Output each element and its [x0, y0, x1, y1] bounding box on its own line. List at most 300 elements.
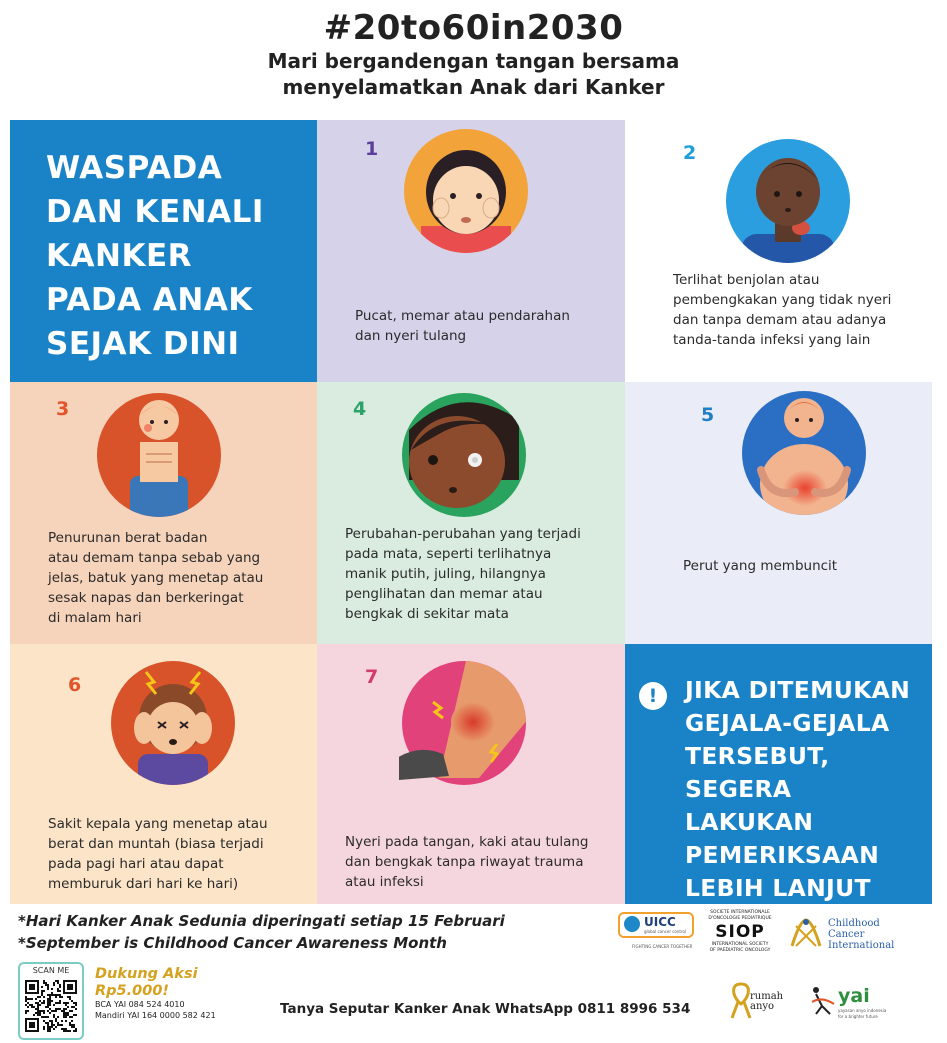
symptom-card-1 — [317, 120, 625, 382]
siop-logo — [704, 910, 776, 962]
qr-module — [47, 994, 49, 996]
donation-title-line: Dukung Aksi — [95, 966, 198, 982]
qr-module — [59, 1000, 61, 1002]
qr-module — [73, 1014, 75, 1016]
symptom-number: 7 — [365, 666, 379, 688]
hashtag-title: #20to60in2030 — [323, 8, 624, 48]
symptom-card-6 — [10, 644, 317, 904]
footnote-childhood-cancer-day: *Hari Kanker Anak Sedunia diperingati setiap 15 Februari — [18, 912, 505, 930]
qr-module — [43, 1020, 45, 1022]
uicc-logo-tagline: FIGHTING CANCER TOGETHER — [632, 944, 693, 949]
qr-module — [49, 994, 51, 996]
qr-module — [47, 1022, 49, 1024]
yai-logo-subtext: yayasan anyo indonesia — [838, 1008, 887, 1013]
qr-module — [29, 984, 35, 990]
qr-module — [37, 1010, 39, 1012]
qr-scan-card[interactable] — [18, 962, 84, 1040]
globe-icon — [624, 916, 640, 932]
qr-module — [57, 994, 59, 996]
qr-module — [49, 1028, 51, 1030]
qr-module — [63, 1008, 65, 1010]
qr-module — [37, 1008, 39, 1010]
qr-module — [53, 1024, 55, 1026]
subtitle-line-2: menyelamatkan Anak dari Kanker — [282, 75, 665, 99]
qr-module — [55, 1002, 57, 1004]
qr-module — [45, 982, 47, 984]
qr-module — [41, 994, 43, 996]
qr-module — [27, 1010, 29, 1012]
qr-module — [59, 986, 61, 988]
qr-module — [29, 1004, 31, 1006]
uicc-logo-text: UICC — [644, 915, 676, 929]
qr-module — [31, 1006, 33, 1008]
qr-module — [57, 980, 59, 982]
qr-module — [53, 994, 55, 996]
rumah-anyo-text-2: anyo — [750, 1001, 775, 1012]
description-line: atau demam tanpa sebab yang — [48, 550, 261, 566]
qr-module — [69, 1030, 71, 1032]
qr-module — [31, 998, 33, 1000]
footnotes — [18, 910, 578, 954]
yayasan-anyo-indonesia-logo — [808, 984, 900, 1024]
qr-module — [39, 1012, 41, 1014]
qr-module — [47, 1028, 49, 1030]
qr-module — [75, 1028, 77, 1030]
description-line: di malam hari — [48, 610, 142, 626]
qr-module — [71, 1000, 73, 1002]
symptom-description — [355, 306, 570, 346]
description-line: dan bengkak tanpa riwayat trauma — [345, 854, 584, 870]
qr-module — [47, 986, 49, 988]
call-to-action-text — [685, 674, 925, 904]
symptom-card-7 — [317, 644, 625, 904]
qr-module — [43, 1026, 45, 1028]
description-line: dan tanpa demam atau adanya — [673, 312, 887, 328]
qr-module — [67, 1030, 69, 1032]
qr-module — [49, 1020, 51, 1022]
symptom-description — [345, 524, 581, 624]
qr-module — [39, 1014, 41, 1016]
description-line: berat dan muntah (biasa terjadi — [48, 836, 264, 852]
qr-module — [73, 1026, 75, 1028]
call-to-action-panel — [625, 644, 932, 904]
qr-module — [45, 984, 47, 986]
gold-ribbon-icon — [730, 980, 752, 1020]
qr-module — [41, 992, 43, 994]
description-line: manik putih, juling, hilangnya — [345, 566, 546, 582]
qr-module — [55, 980, 57, 982]
qr-module — [51, 1024, 53, 1026]
qr-module — [37, 1006, 39, 1008]
siop-top-line: SOCIETE INTERNATIONALE — [710, 910, 770, 915]
scan-me-label: SCAN ME — [32, 966, 70, 975]
qr-module — [71, 1024, 73, 1026]
uicc-logo-subtext: global cancer control — [644, 929, 687, 934]
qr-module — [73, 1030, 75, 1032]
qr-module — [61, 1010, 63, 1012]
symptom-number: 2 — [683, 142, 697, 164]
description-line: bengkak di sekitar mata — [345, 606, 509, 622]
qr-module — [59, 1002, 61, 1004]
swollen-belly-illustration — [739, 388, 869, 518]
lump-child-illustration — [723, 136, 853, 266]
siop-bottom-line: INTERNATIONAL SOCIETY — [711, 942, 769, 947]
weight-loss-child-illustration — [94, 390, 224, 520]
donation-amount: Rp5.000! — [95, 983, 170, 999]
uicc-logo — [618, 910, 696, 954]
qr-module — [59, 994, 61, 996]
qr-module — [67, 1012, 69, 1014]
qr-module — [49, 996, 51, 998]
qr-module — [67, 984, 73, 990]
qr-module — [69, 996, 71, 998]
cci-logo-line: International — [828, 940, 895, 951]
qr-module — [65, 1028, 67, 1030]
qr-module — [69, 1024, 71, 1026]
description-line: Sakit kepala yang menetap atau — [48, 816, 268, 832]
qr-module — [49, 1012, 51, 1014]
qr-module — [57, 988, 59, 990]
qr-module — [55, 1020, 57, 1022]
qr-module — [53, 982, 55, 984]
title-line: PADA ANAK — [46, 282, 253, 318]
qr-module — [51, 1000, 53, 1002]
qr-module — [25, 1000, 27, 1002]
qr-module — [29, 1022, 35, 1028]
symptom-description — [683, 556, 837, 576]
qr-module — [51, 992, 53, 994]
yai-logo-subtext: for a brighter future — [838, 1014, 878, 1019]
qr-module — [43, 1016, 45, 1018]
cta-line: JIKA DITEMUKAN — [685, 676, 911, 704]
description-line: jelas, batuk yang menetap atau — [48, 570, 264, 586]
qr-module — [43, 996, 45, 998]
yai-logo-text: yai — [838, 985, 870, 1007]
qr-module — [41, 990, 43, 992]
qr-module — [75, 1030, 77, 1032]
qr-module — [25, 1010, 27, 1012]
qr-module — [47, 1026, 49, 1028]
qr-module — [45, 1016, 47, 1018]
cta-line: LEBIH LANJUT — [685, 874, 871, 902]
qr-module — [53, 1016, 55, 1018]
qr-module — [39, 1004, 41, 1006]
description-line: Terlihat benjolan atau — [673, 272, 820, 288]
qr-module — [65, 1016, 67, 1018]
title-line: WASPADA — [46, 150, 223, 186]
qr-module — [63, 1010, 65, 1012]
title-panel — [10, 120, 317, 382]
qr-module — [37, 1014, 39, 1016]
qr-module — [65, 1020, 67, 1022]
qr-module — [49, 1026, 51, 1028]
qr-module — [59, 996, 61, 998]
description-line: Pucat, memar atau pendarahan — [355, 308, 570, 324]
qr-module — [47, 1010, 49, 1012]
qr-module — [67, 1006, 69, 1008]
symptom-description — [673, 270, 891, 350]
qr-module — [53, 1014, 55, 1016]
qr-module — [51, 1010, 53, 1012]
qr-module — [65, 1004, 67, 1006]
qr-module — [75, 1002, 77, 1004]
qr-module — [53, 1004, 55, 1006]
footnote-awareness-month: *September is Childhood Cancer Awareness Month — [18, 934, 447, 952]
headache-child-illustration — [108, 658, 238, 788]
qr-module — [51, 994, 53, 996]
bank-account-mandiri: Mandiri YAI 164 0000 582 421 — [95, 1011, 216, 1020]
cci-logo-line: Childhood — [828, 918, 880, 929]
header — [0, 8, 947, 100]
childhood-cancer-international-logo — [786, 914, 904, 954]
qr-module — [33, 1006, 35, 1008]
qr-module — [29, 998, 31, 1000]
qr-module — [59, 990, 61, 992]
qr-module — [71, 1016, 73, 1018]
qr-module — [65, 1002, 67, 1004]
qr-module — [65, 1012, 67, 1014]
qr-module — [73, 1024, 75, 1026]
qr-module — [49, 1008, 51, 1010]
symptom-card-4 — [317, 382, 625, 644]
cta-line: SEGERA LAKUKAN — [685, 775, 814, 836]
qr-module — [27, 1002, 29, 1004]
qr-module — [63, 1030, 65, 1032]
qr-module — [57, 1002, 59, 1004]
rumah-anyo-logo — [730, 980, 790, 1024]
child-figure-icon — [808, 984, 838, 1016]
qr-module — [43, 990, 45, 992]
symptom-card-5 — [625, 382, 932, 644]
qr-module — [47, 1002, 49, 1004]
qr-module — [49, 1004, 51, 1006]
qr-module — [43, 980, 45, 982]
qr-module — [35, 1002, 37, 1004]
qr-module — [55, 1018, 57, 1020]
qr-module — [35, 998, 37, 1000]
qr-module — [53, 1010, 55, 1012]
qr-module — [41, 1002, 43, 1004]
qr-module — [57, 990, 59, 992]
symptom-number: 4 — [353, 398, 367, 420]
symptom-description — [48, 814, 268, 894]
qr-module — [59, 984, 61, 986]
qr-module — [71, 1020, 73, 1022]
qr-module — [63, 1016, 65, 1018]
subtitle-line-1: Mari bergandengan tangan bersama — [267, 49, 680, 73]
qr-module — [63, 1012, 65, 1014]
qr-module — [47, 998, 49, 1000]
qr-module — [47, 1006, 49, 1008]
description-line: Nyeri pada tangan, kaki atau tulang — [345, 834, 589, 850]
qr-module — [55, 1010, 57, 1012]
symptom-number: 3 — [56, 398, 70, 420]
qr-module — [39, 1000, 41, 1002]
qr-module — [43, 1002, 45, 1004]
qr-module — [27, 1006, 29, 1008]
qr-module — [55, 994, 57, 996]
qr-module — [67, 996, 69, 998]
qr-module — [43, 982, 45, 984]
qr-module — [63, 1002, 65, 1004]
qr-module — [55, 996, 57, 998]
qr-code[interactable] — [25, 980, 77, 1032]
whatsapp-contact: Tanya Seputar Kanker Anak WhatsApp 0811 8996 534 — [280, 1001, 691, 1017]
qr-module — [37, 1012, 39, 1014]
qr-module — [41, 1010, 43, 1012]
qr-module — [49, 998, 51, 1000]
description-line: memburuk dari hari ke hari) — [48, 876, 239, 892]
qr-module — [25, 1004, 27, 1006]
description-line: Perubahan-perubahan yang terjadi — [345, 526, 581, 542]
qr-module — [37, 1002, 39, 1004]
title-line: KANKER — [46, 238, 193, 274]
rumah-anyo-text-1: rumah — [750, 991, 784, 1002]
qr-module — [75, 1014, 77, 1016]
qr-module — [57, 1022, 59, 1024]
qr-module — [25, 996, 27, 998]
qr-module — [47, 1030, 49, 1032]
qr-module — [55, 1026, 57, 1028]
qr-module — [75, 1004, 77, 1006]
qr-module — [47, 988, 49, 990]
symptom-description — [48, 528, 263, 628]
qr-module — [47, 984, 49, 986]
description-line: pada mata, seperti terlihatnya — [345, 546, 552, 562]
title-line: DAN KENALI — [46, 194, 264, 230]
qr-module — [47, 1004, 49, 1006]
cci-logo-line: Cancer — [828, 929, 865, 940]
description-line: Perut yang membuncit — [683, 558, 838, 574]
symptom-card-3 — [10, 382, 317, 644]
leg-pain-illustration — [399, 658, 529, 788]
qr-module — [69, 1016, 71, 1018]
symptom-number: 5 — [701, 404, 715, 426]
qr-module — [45, 1022, 47, 1024]
qr-module — [69, 1010, 71, 1012]
qr-module — [43, 1000, 45, 1002]
qr-module — [61, 1028, 63, 1030]
description-line: pembengkakan yang tidak nyeri — [673, 292, 892, 308]
pale-child-illustration — [401, 126, 531, 256]
symptom-number: 6 — [68, 674, 82, 696]
description-line: Penurunan berat badan — [48, 530, 208, 546]
qr-module — [59, 1008, 61, 1010]
cta-line: TERSEBUT, — [685, 742, 830, 770]
siop-top-line: D'ONCOLOGIE PEDIATRIQUE — [708, 916, 772, 921]
qr-module — [61, 1020, 63, 1022]
eye-symptom-illustration — [399, 390, 529, 520]
qr-module — [65, 1014, 67, 1016]
qr-module — [51, 988, 53, 990]
description-line: tanda-tanda infeksi yang lain — [673, 332, 871, 348]
qr-module — [75, 1008, 77, 1010]
qr-module — [51, 1022, 53, 1024]
qr-module — [53, 984, 55, 986]
qr-module — [71, 1010, 73, 1012]
qr-module — [51, 1026, 53, 1028]
qr-module — [49, 1000, 51, 1002]
qr-module — [61, 996, 63, 998]
qr-module — [47, 1000, 49, 1002]
qr-module — [69, 1022, 71, 1024]
qr-module — [43, 1012, 45, 1014]
qr-module — [47, 1016, 49, 1018]
qr-module — [57, 982, 59, 984]
qr-module — [57, 1024, 59, 1026]
qr-module — [25, 998, 27, 1000]
gold-ribbon-people-icon — [786, 916, 826, 950]
qr-module — [25, 1012, 27, 1014]
qr-module — [67, 1014, 69, 1016]
symptom-grid — [10, 120, 932, 904]
qr-module — [49, 1002, 51, 1004]
qr-module — [59, 1024, 61, 1026]
qr-module — [43, 1010, 45, 1012]
qr-module — [43, 1028, 45, 1030]
description-line: sesak napas dan berkeringat — [48, 590, 244, 606]
description-line: penglihatan dan memar atau — [345, 586, 543, 602]
description-line: atau infeksi — [345, 874, 424, 890]
title-panel-text — [46, 146, 306, 366]
qr-module — [35, 1012, 37, 1014]
qr-module — [57, 1008, 59, 1010]
qr-module — [39, 1010, 41, 1012]
qr-module — [61, 1024, 63, 1026]
qr-module — [73, 1002, 75, 1004]
qr-module — [65, 1030, 67, 1032]
qr-module — [49, 1030, 51, 1032]
siop-logo-text: SIOP — [715, 922, 765, 942]
qr-module — [37, 1004, 39, 1006]
qr-module — [35, 1008, 37, 1010]
qr-module — [57, 1016, 59, 1018]
description-line: pada pagi hari atau dapat — [48, 856, 224, 872]
qr-module — [71, 1006, 73, 1008]
cta-line: GEJALA-GEJALA — [685, 709, 890, 737]
description-line: dan nyeri tulang — [355, 328, 467, 344]
bank-account-bca: BCA YAI 084 524 4010 — [95, 1000, 185, 1009]
qr-module — [67, 1002, 69, 1004]
symptom-description — [345, 832, 588, 892]
qr-module — [55, 1008, 57, 1010]
symptom-card-2 — [625, 120, 932, 382]
qr-module — [63, 1014, 65, 1016]
symptom-number: 1 — [365, 138, 379, 160]
title-line: SEJAK DINI — [46, 326, 240, 362]
exclamation-icon: ! — [639, 682, 667, 710]
donation-title — [95, 966, 198, 1000]
qr-module — [41, 1016, 43, 1018]
qr-module — [53, 1028, 55, 1030]
qr-module — [47, 1024, 49, 1026]
qr-module — [41, 986, 43, 988]
qr-module — [65, 1008, 67, 1010]
qr-module — [27, 998, 29, 1000]
qr-module — [33, 1014, 35, 1016]
qr-module — [45, 1006, 47, 1008]
qr-module — [31, 1004, 33, 1006]
qr-module — [63, 1028, 65, 1030]
qr-module — [69, 998, 71, 1000]
cta-line: PEMERIKSAAN — [685, 841, 880, 869]
qr-module — [71, 1026, 73, 1028]
qr-module — [73, 1006, 75, 1008]
qr-module — [37, 996, 39, 998]
siop-bottom-line: OF PAEDIATRIC ONCOLOGY — [709, 948, 771, 953]
qr-module — [39, 996, 41, 998]
qr-module — [51, 1020, 53, 1022]
